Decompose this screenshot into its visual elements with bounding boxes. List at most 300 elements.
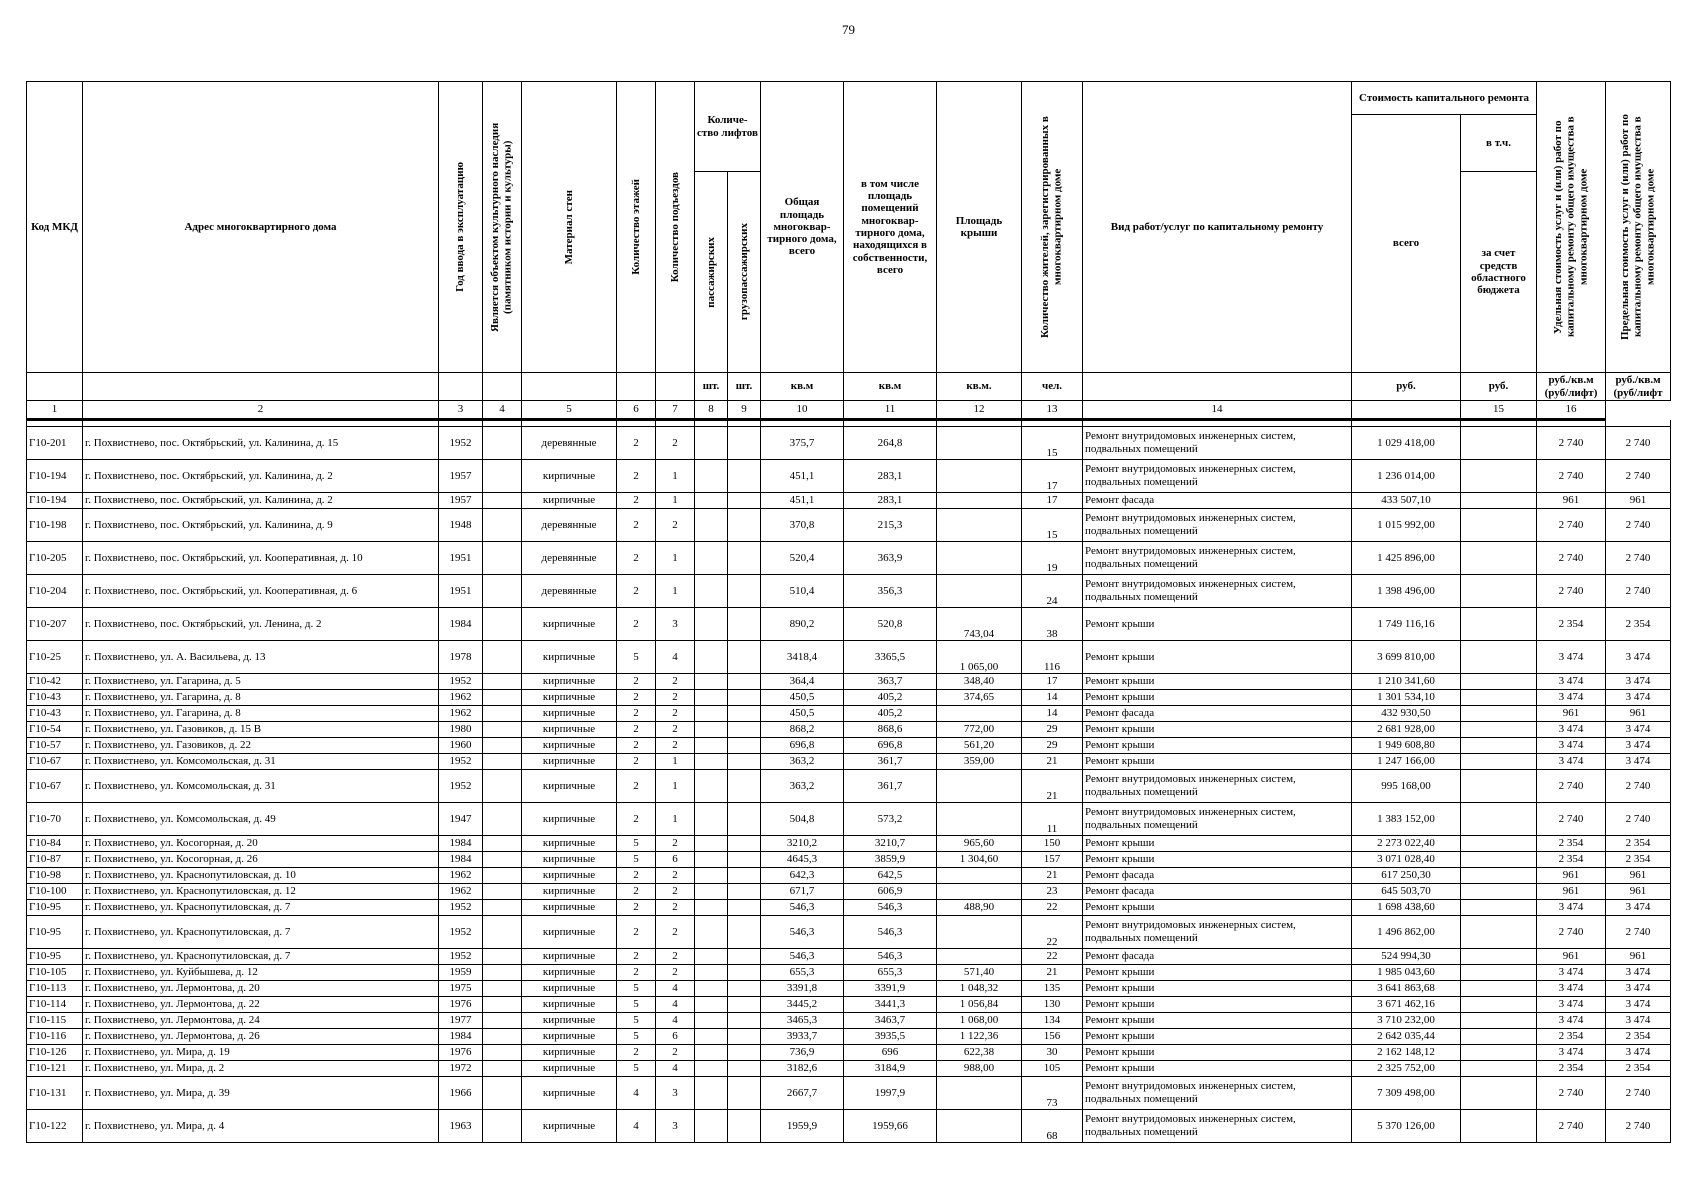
cell-floors: 2 <box>617 868 656 884</box>
cell-material: кирпичные <box>522 738 617 754</box>
cell-elevators-passenger <box>695 1110 728 1143</box>
col-num: 9 <box>728 401 761 420</box>
cell-limit-cost: 3 474 <box>1606 900 1671 916</box>
cell-unit-cost: 3 474 <box>1537 981 1606 997</box>
cell-elevators-passenger <box>695 949 728 965</box>
cell-cost-total: 1 210 341,60 <box>1352 674 1461 690</box>
cell-heritage <box>483 1110 522 1143</box>
cell-material: кирпичные <box>522 1029 617 1045</box>
cell-entrances: 2 <box>656 949 695 965</box>
cell-residents: 23 <box>1022 884 1083 900</box>
cell-limit-cost: 3 474 <box>1606 738 1671 754</box>
cell-residents: 68 <box>1022 1110 1083 1143</box>
cell-elevators-passenger <box>695 738 728 754</box>
cell-cost-regional <box>1461 722 1537 738</box>
cell-cost-total: 1 236 014,00 <box>1352 460 1461 493</box>
cell-entrances: 2 <box>656 868 695 884</box>
table-row <box>27 509 1671 542</box>
cell-work-type: Ремонт фасада <box>1083 706 1352 722</box>
cell-floors: 2 <box>617 916 656 949</box>
cell-cost-regional <box>1461 575 1537 608</box>
cell-limit-cost: 2 740 <box>1606 575 1671 608</box>
cell-floors: 2 <box>617 608 656 641</box>
cell-year: 1984 <box>439 852 483 868</box>
table-row <box>27 1029 1671 1045</box>
cell-unit-cost: 3 474 <box>1537 674 1606 690</box>
cell-floors: 5 <box>617 641 656 674</box>
cell-code: Г10-98 <box>27 868 83 884</box>
cell-cost-total: 1 398 496,00 <box>1352 575 1461 608</box>
unit-sqm-roof: кв.м. <box>937 373 1022 401</box>
cell-material: кирпичные <box>522 836 617 852</box>
cell-heritage <box>483 690 522 706</box>
cell-cost-total: 2 681 928,00 <box>1352 722 1461 738</box>
cell-roof-area: 571,40 <box>937 965 1022 981</box>
cell-heritage <box>483 868 522 884</box>
table-row <box>27 1110 1671 1143</box>
cell-year: 1980 <box>439 722 483 738</box>
table-row <box>27 427 1671 460</box>
cell-address: г. Похвистнево, ул. Краснопутиловская, д. 7 <box>83 916 439 949</box>
cell-limit-cost: 2 354 <box>1606 608 1671 641</box>
cell-limit-cost: 961 <box>1606 868 1671 884</box>
cell-total-area: 696,8 <box>761 738 844 754</box>
unit-pcs-cargo: шт. <box>728 373 761 401</box>
cell-total-area: 520,4 <box>761 542 844 575</box>
table-row <box>27 575 1671 608</box>
cell-elevators-cargo <box>728 641 761 674</box>
cell-total-area: 450,5 <box>761 706 844 722</box>
cell-elevators-passenger <box>695 916 728 949</box>
cell-entrances: 2 <box>656 900 695 916</box>
cell-unit-cost: 2 740 <box>1537 460 1606 493</box>
cell-cost-total: 524 994,30 <box>1352 949 1461 965</box>
table-row <box>27 1045 1671 1061</box>
cell-cost-regional <box>1461 803 1537 836</box>
cell-elevators-passenger <box>695 1061 728 1077</box>
cell-owned-area: 573,2 <box>844 803 937 836</box>
cell-owned-area: 283,1 <box>844 493 937 509</box>
cell-heritage <box>483 900 522 916</box>
cell-work-type: Ремонт крыши <box>1083 722 1352 738</box>
cell-limit-cost: 3 474 <box>1606 997 1671 1013</box>
cell-total-area: 375,7 <box>761 427 844 460</box>
cell-material: кирпичные <box>522 1077 617 1110</box>
table-row <box>27 770 1671 803</box>
cell-roof-area <box>937 1110 1022 1143</box>
header-work-type: Вид работ/услуг по капитальному ремонту <box>1083 82 1352 373</box>
cell-residents: 130 <box>1022 997 1083 1013</box>
cell-owned-area: 405,2 <box>844 706 937 722</box>
cell-elevators-cargo <box>728 690 761 706</box>
cell-limit-cost: 961 <box>1606 706 1671 722</box>
col-num: 12 <box>937 401 1022 420</box>
header-unit-cost: Удельная стоимость услуг и (или) работ по капитальному ремонту общего имущества в многоквартирном доме <box>1552 116 1590 338</box>
cell-elevators-passenger <box>695 575 728 608</box>
cell-limit-cost: 2 740 <box>1606 1077 1671 1110</box>
cell-floors: 5 <box>617 981 656 997</box>
header-code: Код МКД <box>27 82 83 373</box>
cell-material: деревянные <box>522 542 617 575</box>
cell-elevators-cargo <box>728 608 761 641</box>
cell-elevators-cargo <box>728 803 761 836</box>
cell-code: Г10-114 <box>27 997 83 1013</box>
cell-total-area: 363,2 <box>761 770 844 803</box>
page-number: 79 <box>842 22 855 37</box>
cell-total-area: 868,2 <box>761 722 844 738</box>
cell-year: 1984 <box>439 1029 483 1045</box>
cell-cost-total: 1 985 043,60 <box>1352 965 1461 981</box>
cell-roof-area <box>937 542 1022 575</box>
cell-limit-cost: 3 474 <box>1606 965 1671 981</box>
cell-entrances: 3 <box>656 1077 695 1110</box>
cell-year: 1966 <box>439 1077 483 1110</box>
cell-year: 1984 <box>439 836 483 852</box>
cell-code: Г10-43 <box>27 706 83 722</box>
cell-heritage <box>483 509 522 542</box>
cell-entrances: 2 <box>656 836 695 852</box>
cell-unit-cost: 2 740 <box>1537 1077 1606 1110</box>
unit-rub-total: руб. <box>1352 373 1461 401</box>
cell-year: 1952 <box>439 949 483 965</box>
cell-address: г. Похвистнево, ул. Лермонтова, д. 20 <box>83 981 439 997</box>
cell-code: Г10-126 <box>27 1045 83 1061</box>
cell-cost-total: 3 699 810,00 <box>1352 641 1461 674</box>
cell-heritage <box>483 738 522 754</box>
cell-elevators-cargo <box>728 706 761 722</box>
cell-heritage <box>483 542 522 575</box>
cell-cost-total: 433 507,10 <box>1352 493 1461 509</box>
cell-cost-total: 5 370 126,00 <box>1352 1110 1461 1143</box>
cell-cost-total: 1 698 438,60 <box>1352 900 1461 916</box>
cell-limit-cost: 3 474 <box>1606 641 1671 674</box>
cell-total-area: 736,9 <box>761 1045 844 1061</box>
cell-cost-regional <box>1461 1077 1537 1110</box>
cell-total-area: 450,5 <box>761 690 844 706</box>
cell-elevators-passenger <box>695 690 728 706</box>
cell-cost-regional <box>1461 427 1537 460</box>
cell-roof-area <box>937 1077 1022 1110</box>
cell-unit-cost: 2 740 <box>1537 1110 1606 1143</box>
header-residents: Количество жителей, зарегистрированных в многоквартирном доме <box>1039 116 1064 338</box>
cell-heritage <box>483 770 522 803</box>
cell-year: 1952 <box>439 916 483 949</box>
unit-sqm-total: кв.м <box>761 373 844 401</box>
cell-material: кирпичные <box>522 641 617 674</box>
cell-residents: 21 <box>1022 754 1083 770</box>
cell-entrances: 1 <box>656 754 695 770</box>
cell-elevators-passenger <box>695 1029 728 1045</box>
cell-address: г. Похвистнево, ул. Мира, д. 39 <box>83 1077 439 1110</box>
cell-total-area: 655,3 <box>761 965 844 981</box>
cell-limit-cost: 3 474 <box>1606 674 1671 690</box>
cell-floors: 2 <box>617 542 656 575</box>
table-row <box>27 493 1671 509</box>
cell-cost-total: 1 749 116,16 <box>1352 608 1461 641</box>
cell-elevators-cargo <box>728 1077 761 1110</box>
cell-elevators-passenger <box>695 1013 728 1029</box>
cell-roof-area <box>937 949 1022 965</box>
cell-elevators-cargo <box>728 1061 761 1077</box>
cell-unit-cost: 2 354 <box>1537 852 1606 868</box>
cell-cost-regional <box>1461 641 1537 674</box>
cell-year: 1957 <box>439 493 483 509</box>
cell-code: Г10-95 <box>27 949 83 965</box>
cell-year: 1977 <box>439 1013 483 1029</box>
cell-address: г. Похвистнево, ул. Газовиков, д. 15 В <box>83 722 439 738</box>
cell-entrances: 4 <box>656 641 695 674</box>
cell-cost-total: 2 325 752,00 <box>1352 1061 1461 1077</box>
cell-residents: 15 <box>1022 509 1083 542</box>
cell-heritage <box>483 754 522 770</box>
cell-total-area: 364,4 <box>761 674 844 690</box>
cell-material: кирпичные <box>522 981 617 997</box>
cell-heritage <box>483 1013 522 1029</box>
cell-elevators-cargo <box>728 542 761 575</box>
cell-heritage <box>483 706 522 722</box>
cell-total-area: 546,3 <box>761 949 844 965</box>
cell-roof-area <box>937 770 1022 803</box>
cell-residents: 105 <box>1022 1061 1083 1077</box>
cell-floors: 2 <box>617 575 656 608</box>
cell-elevators-passenger <box>695 868 728 884</box>
cell-floors: 2 <box>617 884 656 900</box>
unit-rub-sqm-limit: руб./кв.м (руб/лифт <box>1606 373 1671 401</box>
cell-limit-cost: 2 740 <box>1606 542 1671 575</box>
cell-owned-area: 642,5 <box>844 868 937 884</box>
cell-limit-cost: 3 474 <box>1606 1045 1671 1061</box>
cell-material: деревянные <box>522 427 617 460</box>
cell-work-type: Ремонт крыши <box>1083 965 1352 981</box>
cell-roof-area: 743,04 <box>937 608 1022 641</box>
cell-residents: 30 <box>1022 1045 1083 1061</box>
header-floors: Количество этажей <box>629 179 642 275</box>
cell-unit-cost: 3 474 <box>1537 641 1606 674</box>
cell-limit-cost: 2 740 <box>1606 1110 1671 1143</box>
cell-unit-cost: 2 354 <box>1537 1061 1606 1077</box>
cell-address: г. Похвистнево, пос. Октябрьский, ул. Ленина, д. 2 <box>83 608 439 641</box>
cell-work-type: Ремонт внутридомовых инженерных систем, подвальных помещений <box>1083 1077 1352 1110</box>
cell-elevators-passenger <box>695 706 728 722</box>
cell-elevators-passenger <box>695 608 728 641</box>
cell-unit-cost: 961 <box>1537 884 1606 900</box>
table-row <box>27 674 1671 690</box>
cell-limit-cost: 961 <box>1606 949 1671 965</box>
table-row <box>27 997 1671 1013</box>
cell-year: 1947 <box>439 803 483 836</box>
cell-floors: 2 <box>617 803 656 836</box>
cell-floors: 4 <box>617 1077 656 1110</box>
col-num <box>1352 401 1461 420</box>
cell-owned-area: 3365,5 <box>844 641 937 674</box>
cell-roof-area <box>937 884 1022 900</box>
cell-year: 1952 <box>439 674 483 690</box>
cell-residents: 15 <box>1022 427 1083 460</box>
cell-material: кирпичные <box>522 852 617 868</box>
cell-cost-regional <box>1461 1110 1537 1143</box>
cell-residents: 17 <box>1022 493 1083 509</box>
cell-cost-regional <box>1461 916 1537 949</box>
cell-elevators-cargo <box>728 900 761 916</box>
cell-limit-cost: 3 474 <box>1606 981 1671 997</box>
cell-entrances: 2 <box>656 722 695 738</box>
cell-roof-area: 1 056,84 <box>937 997 1022 1013</box>
cell-cost-total: 1 247 166,00 <box>1352 754 1461 770</box>
cell-owned-area: 868,6 <box>844 722 937 738</box>
cell-cost-total: 1 015 992,00 <box>1352 509 1461 542</box>
cell-cost-regional <box>1461 884 1537 900</box>
cell-address: г. Похвистнево, пос. Октябрьский, ул. Кооперативная, д. 6 <box>83 575 439 608</box>
cell-roof-area: 1 122,36 <box>937 1029 1022 1045</box>
cell-cost-total: 2 273 022,40 <box>1352 836 1461 852</box>
cell-code: Г10-205 <box>27 542 83 575</box>
cell-residents: 19 <box>1022 542 1083 575</box>
cell-total-area: 671,7 <box>761 884 844 900</box>
cell-material: кирпичные <box>522 1061 617 1077</box>
cell-unit-cost: 3 474 <box>1537 722 1606 738</box>
cell-cost-regional <box>1461 706 1537 722</box>
cell-address: г. Похвистнево, ул. Газовиков, д. 22 <box>83 738 439 754</box>
cell-limit-cost: 3 474 <box>1606 754 1671 770</box>
cell-elevators-passenger <box>695 754 728 770</box>
cell-address: г. Похвистнево, ул. Комсомольская, д. 31 <box>83 754 439 770</box>
cell-entrances: 4 <box>656 1013 695 1029</box>
cell-limit-cost: 2 354 <box>1606 1061 1671 1077</box>
cell-heritage <box>483 884 522 900</box>
cell-code: Г10-70 <box>27 803 83 836</box>
cell-floors: 2 <box>617 900 656 916</box>
cell-address: г. Похвистнево, ул. Гагарина, д. 8 <box>83 690 439 706</box>
table-row <box>27 542 1671 575</box>
header-roof-area: Площадь крыши <box>937 82 1022 373</box>
cell-work-type: Ремонт крыши <box>1083 674 1352 690</box>
cell-elevators-passenger <box>695 1077 728 1110</box>
cell-code: Г10-113 <box>27 981 83 997</box>
col-num: 3 <box>439 401 483 420</box>
cell-heritage <box>483 641 522 674</box>
cell-roof-area: 622,38 <box>937 1045 1022 1061</box>
cell-owned-area: 283,1 <box>844 460 937 493</box>
cell-total-area: 1959,9 <box>761 1110 844 1143</box>
cell-heritage <box>483 1029 522 1045</box>
cell-year: 1978 <box>439 641 483 674</box>
cell-unit-cost: 2 740 <box>1537 575 1606 608</box>
cell-cost-regional <box>1461 690 1537 706</box>
table-row <box>27 641 1671 674</box>
cell-residents: 157 <box>1022 852 1083 868</box>
cell-owned-area: 546,3 <box>844 949 937 965</box>
table-row <box>27 722 1671 738</box>
cell-year: 1972 <box>439 1061 483 1077</box>
cell-work-type: Ремонт крыши <box>1083 852 1352 868</box>
header-cost-regional: за счет средств областного бюджета <box>1461 172 1537 373</box>
cell-roof-area: 988,00 <box>937 1061 1022 1077</box>
cell-cost-total: 2 162 148,12 <box>1352 1045 1461 1061</box>
cell-limit-cost: 961 <box>1606 493 1671 509</box>
cell-residents: 73 <box>1022 1077 1083 1110</box>
cell-unit-cost: 961 <box>1537 949 1606 965</box>
header-cost: Стоимость капитального ремонта <box>1352 82 1537 115</box>
cell-owned-area: 3463,7 <box>844 1013 937 1029</box>
cell-address: г. Похвистнево, пос. Октябрьский, ул. Калинина, д. 2 <box>83 493 439 509</box>
cell-entrances: 1 <box>656 542 695 575</box>
cell-floors: 2 <box>617 493 656 509</box>
cell-entrances: 2 <box>656 965 695 981</box>
cell-work-type: Ремонт внутридомовых инженерных систем, подвальных помещений <box>1083 542 1352 575</box>
header-wall-material: Материал стен <box>562 189 575 265</box>
cell-floors: 2 <box>617 949 656 965</box>
cell-elevators-passenger <box>695 997 728 1013</box>
cell-owned-area: 3210,7 <box>844 836 937 852</box>
header-limit-cost: Предельная стоимость услуг и (или) работ по капитальному ремонту общего имущества в многоквартирном доме <box>1619 114 1657 340</box>
cell-elevators-cargo <box>728 1013 761 1029</box>
cell-floors: 2 <box>617 722 656 738</box>
cell-total-area: 504,8 <box>761 803 844 836</box>
cell-address: г. Похвистнево, ул. Гагарина, д. 5 <box>83 674 439 690</box>
cell-work-type: Ремонт фасада <box>1083 493 1352 509</box>
cell-cost-regional <box>1461 1061 1537 1077</box>
cell-owned-area: 696 <box>844 1045 937 1061</box>
cell-unit-cost: 2 740 <box>1537 542 1606 575</box>
cell-work-type: Ремонт внутридомовых инженерных систем, подвальных помещений <box>1083 427 1352 460</box>
cell-cost-total: 1 425 896,00 <box>1352 542 1461 575</box>
cell-entrances: 3 <box>656 1110 695 1143</box>
cell-limit-cost: 2 740 <box>1606 916 1671 949</box>
table-row <box>27 852 1671 868</box>
cell-cost-total: 432 930,50 <box>1352 706 1461 722</box>
cell-total-area: 370,8 <box>761 509 844 542</box>
cell-floors: 2 <box>617 770 656 803</box>
cell-elevators-passenger <box>695 803 728 836</box>
cell-entrances: 2 <box>656 509 695 542</box>
cell-material: кирпичные <box>522 770 617 803</box>
table-row <box>27 608 1671 641</box>
cell-work-type: Ремонт фасада <box>1083 949 1352 965</box>
cell-year: 1975 <box>439 981 483 997</box>
cell-limit-cost: 3 474 <box>1606 1013 1671 1029</box>
cell-owned-area: 356,3 <box>844 575 937 608</box>
cell-address: г. Похвистнево, ул. Гагарина, д. 8 <box>83 706 439 722</box>
cell-total-area: 3210,2 <box>761 836 844 852</box>
cell-entrances: 2 <box>656 1045 695 1061</box>
cell-year: 1976 <box>439 1045 483 1061</box>
cell-residents: 21 <box>1022 770 1083 803</box>
cell-roof-area: 1 048,32 <box>937 981 1022 997</box>
cell-entrances: 3 <box>656 608 695 641</box>
header-entrances: Количество подъездов <box>668 171 681 283</box>
cell-cost-regional <box>1461 754 1537 770</box>
cell-address: г. Похвистнево, пос. Октябрьский, ул. Кооперативная, д. 10 <box>83 542 439 575</box>
cell-year: 1952 <box>439 900 483 916</box>
cell-total-area: 363,2 <box>761 754 844 770</box>
cell-residents: 22 <box>1022 949 1083 965</box>
cell-year: 1952 <box>439 770 483 803</box>
cell-unit-cost: 3 474 <box>1537 900 1606 916</box>
cell-elevators-cargo <box>728 1029 761 1045</box>
cell-roof-area: 965,60 <box>937 836 1022 852</box>
cell-unit-cost: 2 354 <box>1537 608 1606 641</box>
cell-roof-area <box>937 916 1022 949</box>
unit-rub-regional: руб. <box>1461 373 1537 401</box>
cell-cost-total: 3 641 863,68 <box>1352 981 1461 997</box>
cell-total-area: 451,1 <box>761 493 844 509</box>
cell-cost-total: 3 671 462,16 <box>1352 997 1461 1013</box>
cell-code: Г10-207 <box>27 608 83 641</box>
cell-unit-cost: 2 740 <box>1537 803 1606 836</box>
cell-total-area: 546,3 <box>761 916 844 949</box>
cell-cost-regional <box>1461 852 1537 868</box>
cell-work-type: Ремонт крыши <box>1083 641 1352 674</box>
